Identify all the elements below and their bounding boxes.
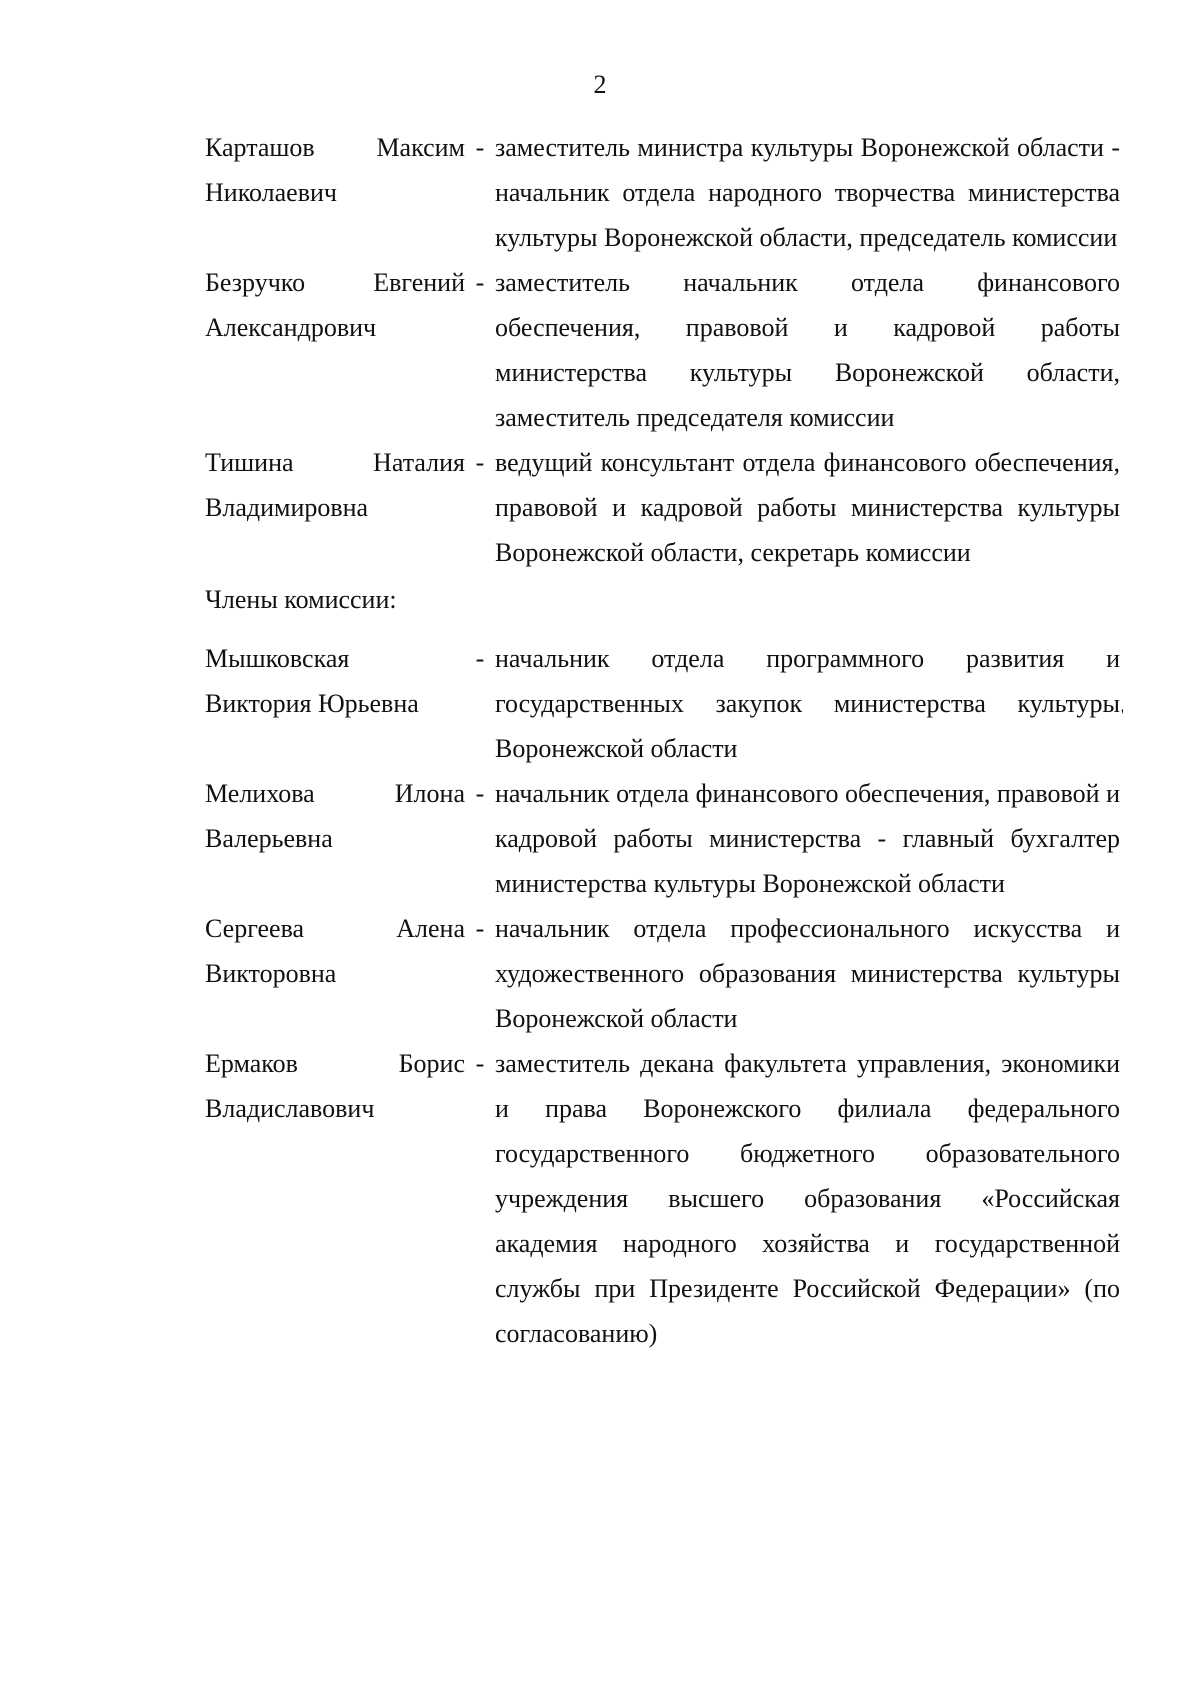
person-role: ведущий консультант отдела финансового обеспечения, правовой и кадровой работы министерства культуры Воронежской области, секретарь комиссии: [495, 448, 1120, 567]
dash-separator: -: [475, 644, 485, 673]
roster-entry-bezruchko: [205, 260, 1130, 440]
surname: Карташов: [205, 133, 315, 162]
surname: Сергеева: [205, 914, 305, 943]
surname: Тишина: [205, 448, 294, 477]
dash-separator: -: [475, 268, 485, 297]
person-role: начальник отдела профессионального искусства и художественного образования министерства культуры Воронежской области: [495, 914, 1120, 1033]
given-name: Алена: [396, 914, 465, 943]
person-name: [205, 771, 465, 906]
dash-separator: -: [475, 133, 485, 162]
roster-entry-myshkovskaya: [205, 636, 1130, 771]
patronymic: Виктория Юрьевна: [205, 689, 419, 718]
given-name: Максим: [376, 133, 465, 162]
given-name: Евгений: [373, 268, 465, 297]
surname: Мышковская: [205, 644, 350, 673]
person-role: заместитель министра культуры Воронежской области - начальник отдела народного творчества министерства культуры Воронежской области, председатель комиссии: [495, 133, 1120, 252]
stray-mark: ': [1121, 707, 1124, 724]
page-number: 2: [593, 70, 607, 99]
dash-separator: -: [475, 448, 485, 477]
surname: Безручко: [205, 268, 306, 297]
surname: Ермаков: [205, 1049, 298, 1078]
person-role: начальник отдела программного развития и государственных закупок министерства культуры Воронежской области: [495, 644, 1120, 763]
given-name: Илона: [394, 779, 465, 808]
dash-separator: -: [475, 779, 485, 808]
members-heading: Члены комиссии:: [205, 585, 397, 614]
person-name: [205, 440, 465, 575]
roster-entry-kartashov: [205, 125, 1130, 260]
roster-entry-ermakov: [205, 1041, 1130, 1356]
dash-separator: -: [475, 1049, 485, 1078]
dash-separator: -: [475, 914, 485, 943]
given-name: Борис: [398, 1049, 465, 1078]
person-role: заместитель декана факультета управления, экономики и права Воронежского филиала федерального государственного бюджетного образовательного учреждения высшего образования «Российская академия народного хозяйства и государственной службы при Президенте Российской Федерации» (по согласованию): [495, 1049, 1120, 1348]
patronymic: Викторовна: [205, 959, 337, 988]
person-role: начальник отдела финансового обеспечения, правовой и кадровой работы министерства - главный бухгалтер министерства культуры Воронежской области: [495, 779, 1120, 898]
roster-entry-tishina: [205, 440, 1130, 575]
commission-roster: [205, 125, 1130, 1356]
person-name: [205, 125, 465, 260]
roster-entry-sergeeva: [205, 906, 1130, 1041]
patronymic: Владиславович: [205, 1094, 375, 1123]
person-name: [205, 906, 465, 1041]
person-role: заместитель начальник отдела финансового обеспечения, правовой и кадровой работы министерства культуры Воронежской области, заместитель председателя комиссии: [495, 268, 1120, 432]
given-name: Наталия: [373, 448, 465, 477]
patronymic: Николаевич: [205, 178, 337, 207]
surname: Мелихова: [205, 779, 315, 808]
person-name: [205, 636, 465, 771]
patronymic: Александрович: [205, 313, 377, 342]
patronymic: Валерьевна: [205, 824, 333, 853]
patronymic: Владимировна: [205, 493, 369, 522]
person-name: [205, 260, 465, 440]
roster-entry-melikhova: [205, 771, 1130, 906]
person-name: [205, 1041, 465, 1356]
